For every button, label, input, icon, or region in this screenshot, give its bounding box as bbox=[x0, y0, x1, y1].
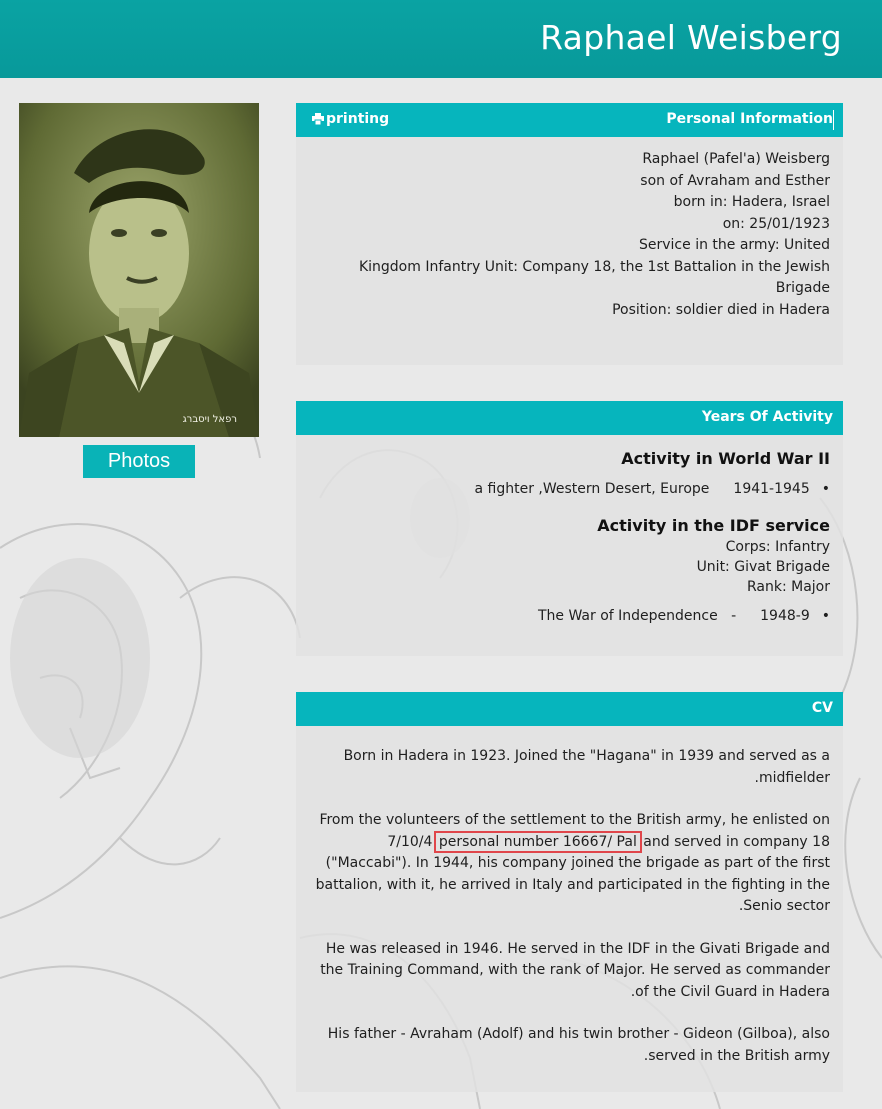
idf-rank: Rank: Major bbox=[746, 579, 830, 595]
cv-paragraph-2-start: From the volunteers of the settlement to the British army, he enlisted on 7/10/4 bbox=[319, 812, 830, 850]
personal-number-highlight: personal number 16667/ Pal bbox=[438, 833, 637, 850]
bullet-dot: • bbox=[821, 481, 830, 497]
idf-activity-item bbox=[309, 606, 830, 626]
info-line-birthdate: on: 25/01/1923 bbox=[722, 215, 830, 232]
cv-paragraph-2 bbox=[309, 810, 830, 918]
soldier-portrait-image bbox=[19, 103, 259, 437]
photos-button[interactable]: Photos bbox=[83, 445, 195, 478]
bullet-dot: • bbox=[821, 608, 830, 624]
cv-paragraph-3: He was released in 1946. He served in the IDF in the Givati Brigade and the Training Command, with the rank of Major. He served as commander of the Civil Guard in Hadera. bbox=[320, 940, 830, 1000]
idf-activity-years: 1948-9 bbox=[760, 608, 810, 624]
cv-body bbox=[296, 726, 843, 1067]
info-line-name: Raphael (Pafel'a) Weisberg bbox=[642, 151, 830, 167]
ww2-activity-desc: a fighter ,Western Desert, Europe bbox=[474, 481, 710, 497]
text-cursor bbox=[833, 110, 834, 130]
idf-corps: Corps: Infantry bbox=[725, 539, 830, 555]
ww2-activity-item bbox=[309, 479, 830, 499]
portrait-photo[interactable] bbox=[19, 103, 259, 437]
printer-icon bbox=[312, 113, 324, 125]
years-of-activity-body bbox=[296, 435, 843, 626]
years-of-activity-bar bbox=[296, 401, 843, 435]
info-line-position: Position: soldier died in Hadera bbox=[612, 301, 830, 318]
ww2-activity-years: 1941-1945 bbox=[733, 481, 810, 497]
ww2-heading: Activity in World War II bbox=[621, 449, 830, 468]
personal-information-body bbox=[296, 137, 843, 321]
cv-paragraph-1: Born in Hadera in 1923. Joined the "Hagana" in 1939 and served as a midfielder. bbox=[343, 748, 830, 786]
page-header bbox=[0, 0, 882, 78]
personal-information-bar bbox=[296, 103, 843, 137]
page-title: Raphael Weisberg bbox=[540, 18, 842, 57]
portrait-caption: רפאל ויסברג bbox=[182, 414, 237, 425]
info-line-army: Service in the army: United bbox=[639, 237, 830, 253]
info-line-unit: Kingdom Infantry Unit: Company 18, the 1st Battalion in the Jewish Brigade bbox=[358, 258, 830, 296]
years-of-activity-title: Years Of Activity bbox=[701, 409, 833, 425]
idf-activity-desc: The War of Independence - bbox=[538, 608, 737, 624]
idf-heading: Activity in the IDF service bbox=[597, 516, 830, 535]
print-label: printing bbox=[326, 111, 390, 127]
cv-panel bbox=[296, 692, 843, 1092]
cv-title: CV bbox=[811, 700, 833, 716]
years-of-activity-panel bbox=[296, 401, 843, 656]
personal-information-title: Personal Information bbox=[666, 111, 833, 127]
idf-unit: Unit: Givat Brigade bbox=[696, 559, 830, 575]
info-line-birthplace: born in: Hadera, Israel bbox=[673, 194, 830, 210]
cv-paragraph-2-end: and served in company 18 ("Maccabi"). In 1944, his company joined the brigade as part of the first battalion, with it, he arrived in Italy and participated in the fighting in the Senio sector. bbox=[315, 833, 830, 914]
info-line-parents: son of Avraham and Esther bbox=[640, 172, 830, 189]
cv-bar bbox=[296, 692, 843, 726]
personal-information-panel bbox=[296, 103, 843, 365]
print-link[interactable] bbox=[312, 111, 389, 127]
cv-paragraph-4: His father - Avraham (Adolf) and his twin brother - Gideon (Gilboa), also served in the British army. bbox=[327, 1026, 830, 1064]
